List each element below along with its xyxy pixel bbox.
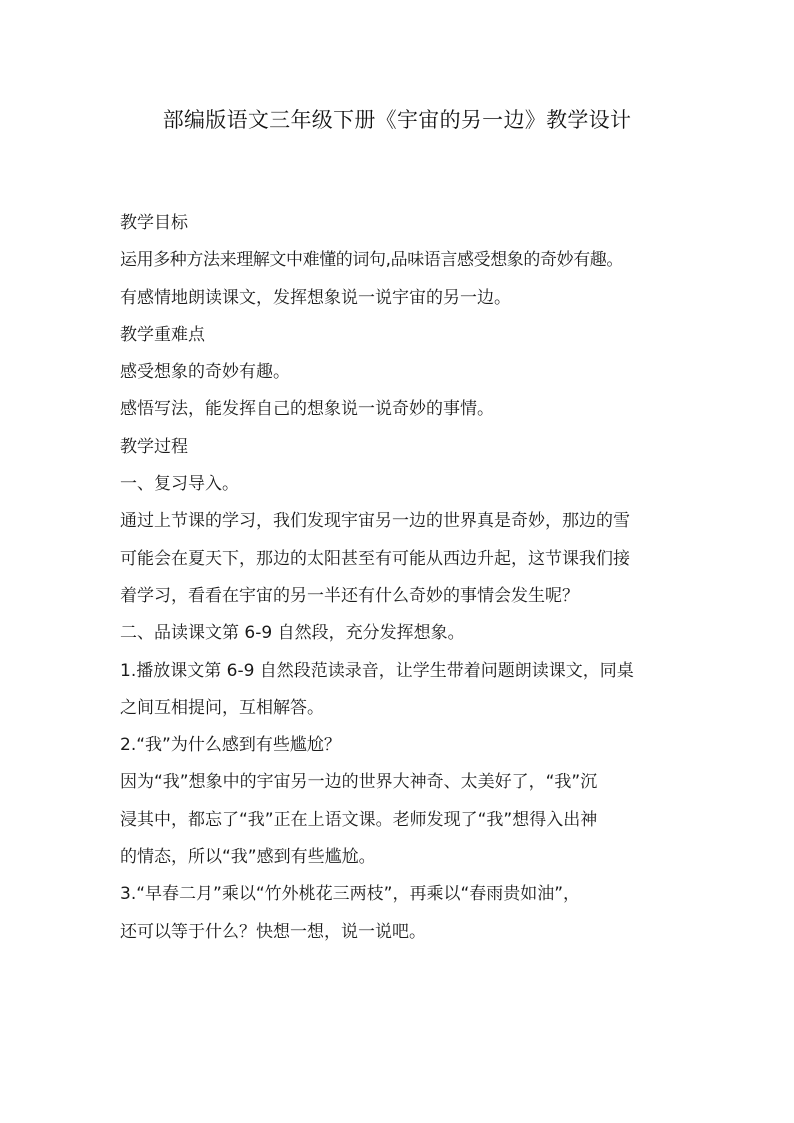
paragraph-line: 感悟写法，能发挥自己的想象说一说奇妙的事情。 xyxy=(120,399,494,420)
paragraph-line: 1.播放课文第 6-9 自然段范读录音，让学生带着问题朗读课文，同桌 xyxy=(120,660,634,681)
paragraph-line: 因为“我”想象中的宇宙另一边的世界大神奇、太美好了，“我”沉 xyxy=(120,772,598,793)
question-line: 3.“早春二月”乘以“竹外桃花三两枝”，再乘以“春雨贵如油”， xyxy=(120,884,581,905)
paragraph-line: 浸其中，都忘了“我”正在上语文课。老师发现了“我”想得入出神 xyxy=(120,809,598,830)
paragraph-line: 可能会在夏天下，那边的太阳甚至有可能从西边升起，这节课我们接 xyxy=(120,548,630,569)
paragraph-line: 通过上节课的学习，我们发现宇宙另一边的世界真是奇妙，那边的雪 xyxy=(120,511,630,532)
paragraph-line: 之间互相提问，互相解答。 xyxy=(120,697,324,718)
document-title: 部编版语文三年级下册《宇宙的另一边》教学设计 xyxy=(162,108,632,132)
document-body xyxy=(120,210,680,956)
section-heading: 二、品读课文第 6-9 自然段，充分发挥想象。 xyxy=(120,623,465,644)
paragraph-line: 运用多种方法来理解文中难懂的词句,品味语言感受想象的奇妙有趣。 xyxy=(120,250,624,271)
paragraph-line: 感受想象的奇妙有趣。 xyxy=(120,362,290,383)
section-heading: 一、复习导入。 xyxy=(120,474,239,495)
heading-teaching-goals: 教学目标 xyxy=(120,213,188,233)
paragraph-line: 有感情地朗读课文，发挥想象说一说宇宙的另一边。 xyxy=(120,287,511,308)
paragraph-line: 的情态，所以“我”感到有些尴尬。 xyxy=(120,847,376,868)
paragraph-line: 着学习，看看在宇宙的另一半还有什么奇妙的事情会发生呢？ xyxy=(120,585,579,606)
paragraph-line: 还可以等于什么？快想一想，说一说吧。 xyxy=(120,921,426,942)
heading-key-points: 教学重难点 xyxy=(120,324,205,345)
question-line: 2.“我”为什么感到有些尴尬？ xyxy=(120,735,341,756)
heading-teaching-process: 教学过程 xyxy=(120,436,188,457)
